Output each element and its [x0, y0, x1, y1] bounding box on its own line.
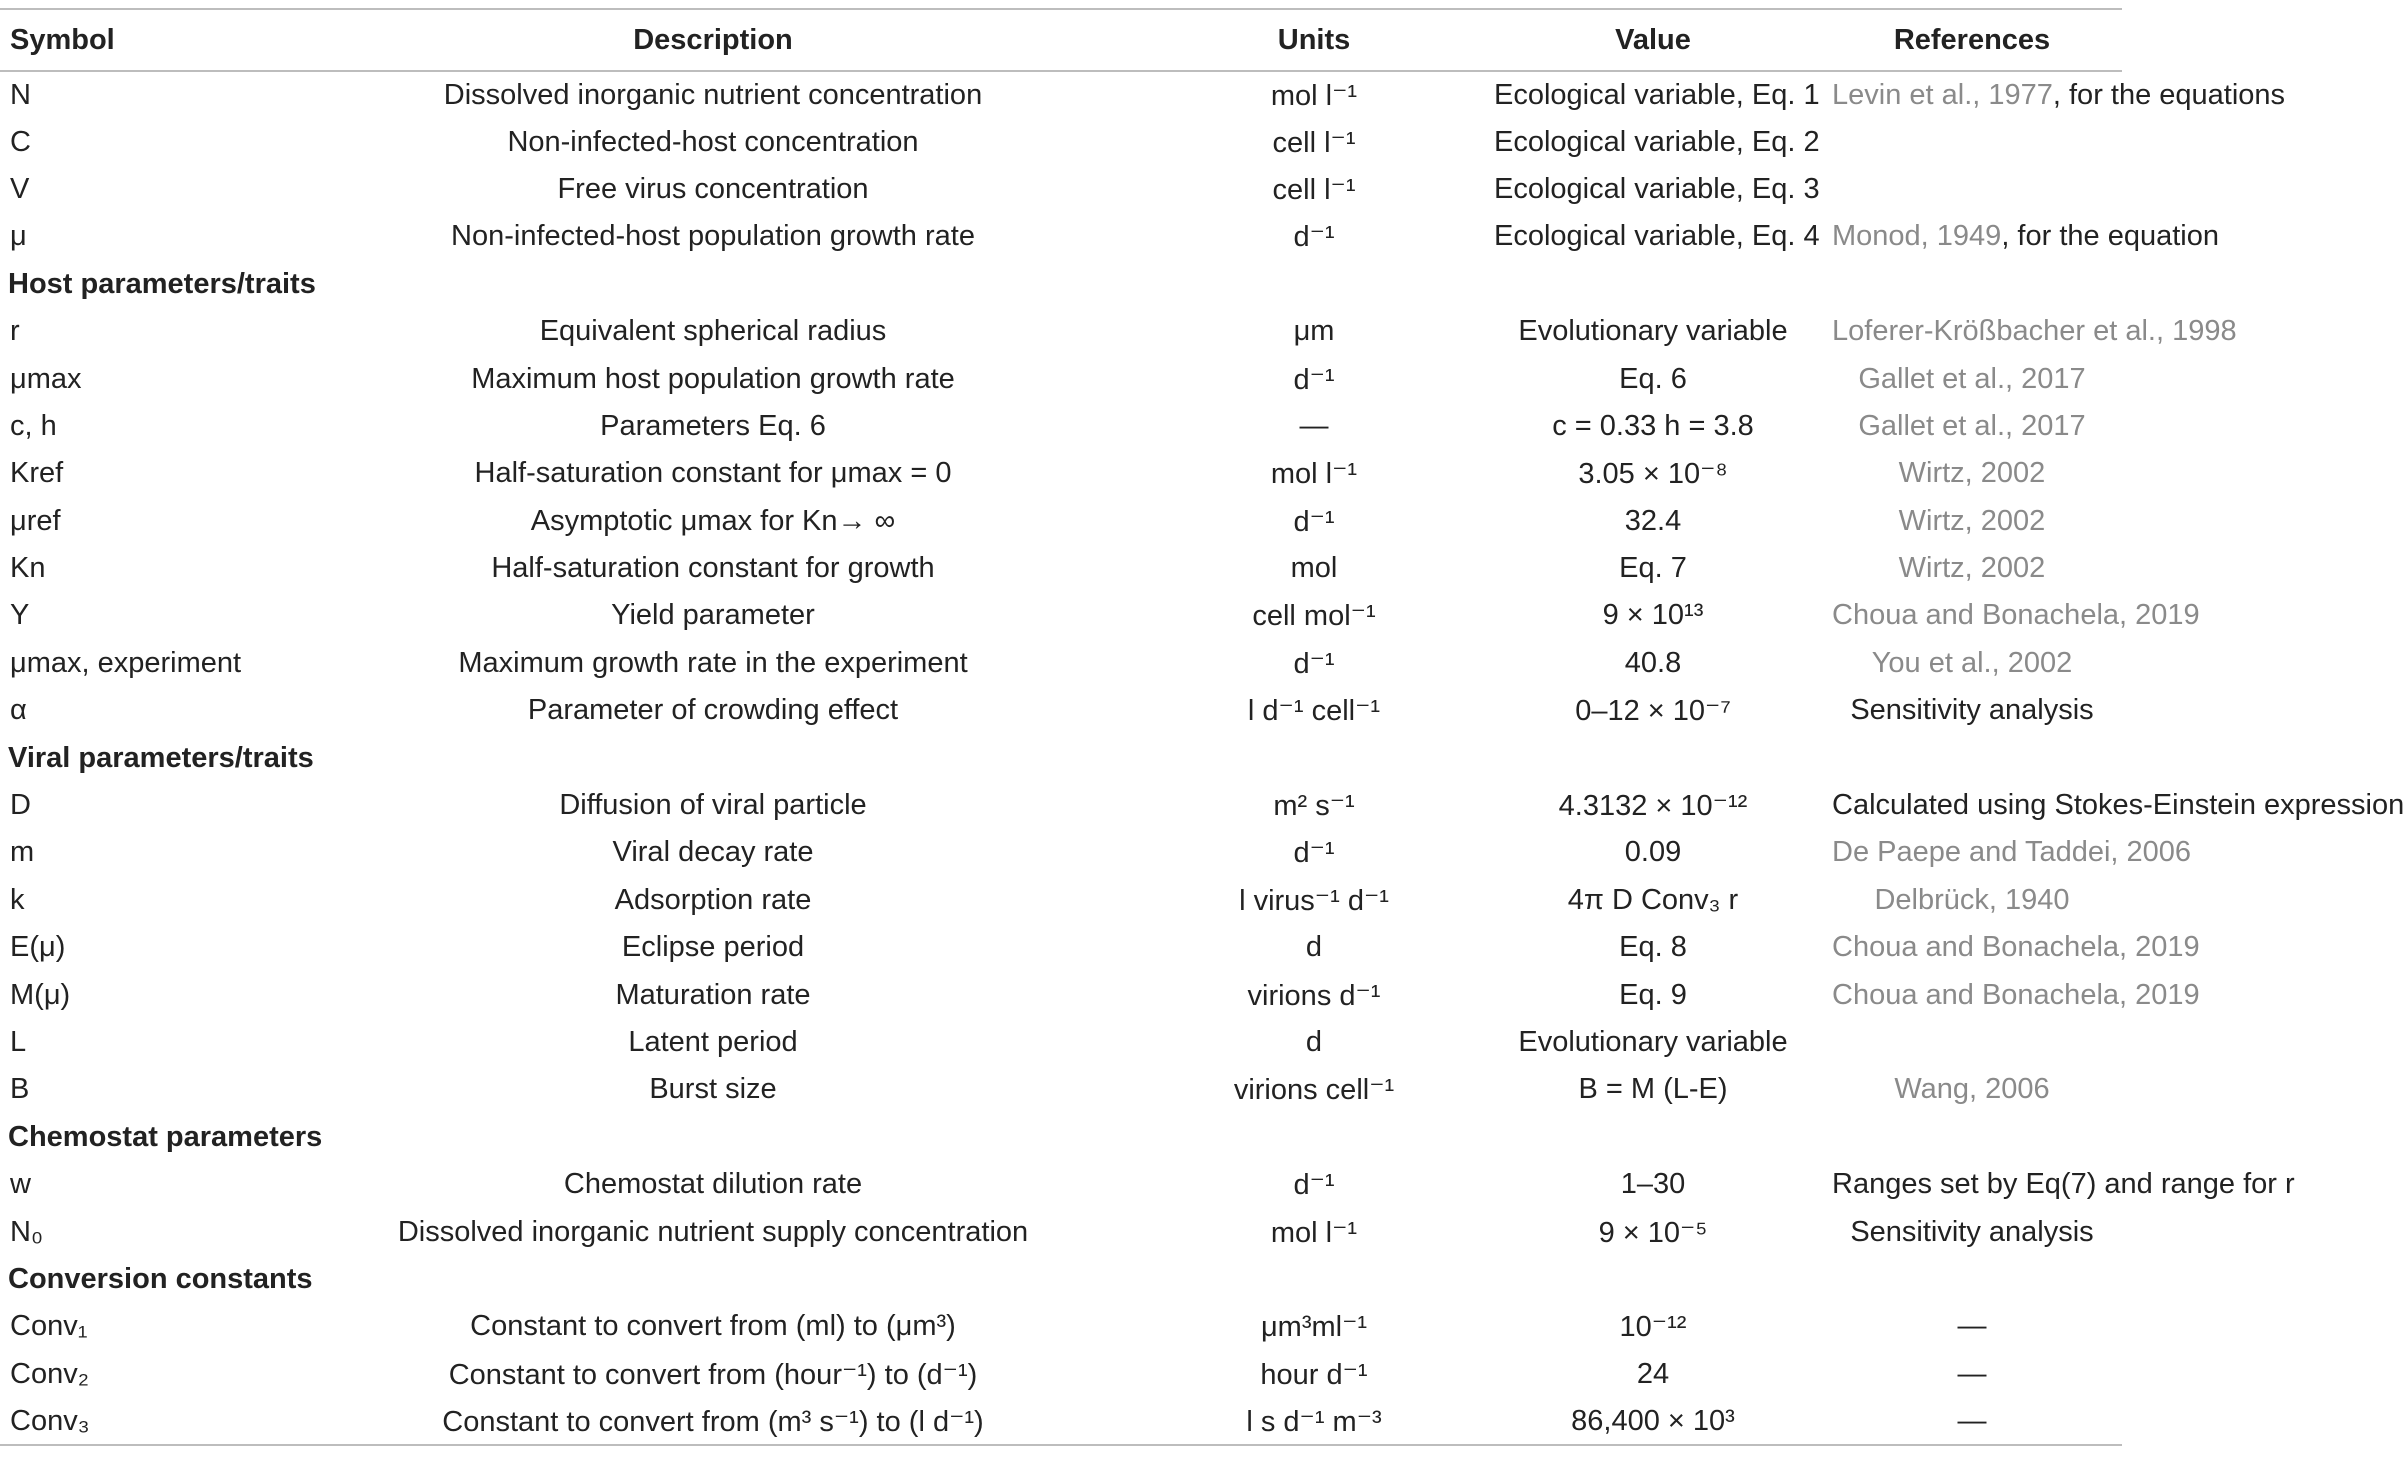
- table-row: [0, 355, 2122, 402]
- value-cell: Ecological variable, Eq. 4: [1494, 220, 1820, 253]
- header-symbol: Symbol: [0, 9, 282, 71]
- table-row: [0, 545, 2122, 592]
- value-cell: 4π D Conv₃ r: [1567, 883, 1739, 916]
- table-row: [0, 1161, 2122, 1208]
- units-cell: d: [1305, 1026, 1323, 1058]
- units-cell: mol l⁻¹: [1270, 1216, 1358, 1249]
- value-cell: Ecological variable, Eq. 3: [1494, 172, 1820, 205]
- symbol-cell: E(μ): [10, 931, 66, 964]
- description-cell: Viral decay rate: [612, 836, 814, 869]
- value-cell: 32.4: [1624, 504, 1682, 537]
- table-row: [0, 118, 2122, 165]
- reference-note: , for the equation: [2001, 220, 2219, 253]
- value-cell: Evolutionary variable: [1518, 315, 1788, 348]
- symbol-cell: μref: [10, 504, 61, 537]
- table-row: [0, 640, 2122, 687]
- description-cell: Non-infected-host population growth rate: [451, 220, 975, 253]
- header-row: [0, 9, 2122, 71]
- description-cell: Latent period: [628, 1026, 798, 1058]
- description-cell: Constant to convert from (ml) to (μm³): [470, 1310, 956, 1343]
- value-cell: 9 × 10¹³: [1602, 599, 1704, 632]
- reference-link[interactable]: Loferer-Krößbacher et al., 1998: [1832, 315, 2237, 348]
- reference-cell: [1822, 213, 2219, 260]
- reference-link[interactable]: You et al., 2002: [1871, 646, 2073, 679]
- description-cell: Adsorption rate: [614, 883, 812, 916]
- symbol-cell: C: [10, 125, 31, 158]
- symbol-cell: N₀: [10, 1215, 43, 1248]
- value-cell: 9 × 10⁻⁵: [1598, 1216, 1708, 1249]
- symbol-cell: L: [10, 1026, 27, 1058]
- section-title: Chemostat parameters: [8, 1120, 323, 1153]
- table-row: [0, 971, 2122, 1018]
- table-row: [0, 308, 2122, 355]
- reference-cell: [1822, 403, 2122, 450]
- symbol-cell: k: [10, 883, 25, 916]
- header-references: References: [1822, 9, 2122, 71]
- description-cell: Half-saturation constant for μmax = 0: [474, 457, 952, 490]
- reference-link[interactable]: Monod, 1949: [1832, 220, 2002, 253]
- units-cell: mol: [1290, 552, 1338, 585]
- section-title: Viral parameters/traits: [8, 741, 314, 774]
- reference-cell: Calculated using Stokes-Einstein expression: [1832, 789, 2404, 822]
- value-cell: 3.05 × 10⁻⁸: [1578, 458, 1728, 491]
- value-cell: Eq. 6: [1619, 362, 1687, 395]
- units-cell: m² s⁻¹: [1273, 790, 1355, 823]
- reference-link[interactable]: Choua and Bonachela, 2019: [1832, 931, 2200, 964]
- symbol-cell: m: [10, 836, 35, 869]
- reference-cell: [1822, 450, 2122, 497]
- description-cell: Maturation rate: [615, 978, 811, 1011]
- units-cell: μm: [1293, 315, 1335, 348]
- units-cell: μm³ml⁻¹: [1260, 1311, 1368, 1344]
- table-row: [0, 829, 2122, 876]
- table-row: [0, 1208, 2122, 1255]
- value-cell: B = M (L-E): [1578, 1073, 1728, 1106]
- reference-link[interactable]: Wang, 2006: [1894, 1073, 2050, 1106]
- description-cell: Maximum host population growth rate: [471, 362, 955, 395]
- value-cell: 1–30: [1620, 1168, 1686, 1201]
- table-row: [0, 1019, 2122, 1066]
- reference-cell: Ranges set by Eq(7) and range for r: [1832, 1168, 2295, 1201]
- description-cell: Non-infected-host concentration: [507, 125, 919, 158]
- table-body: [0, 71, 2404, 1445]
- header-value: Value: [1484, 9, 1822, 71]
- units-cell: virions cell⁻¹: [1233, 1074, 1395, 1107]
- table-row: [0, 1303, 2122, 1350]
- section-header-row: [0, 734, 2122, 781]
- reference-link[interactable]: Gallet et al., 2017: [1858, 409, 2086, 442]
- symbol-cell: Kn: [10, 552, 46, 585]
- reference-link[interactable]: Choua and Bonachela, 2019: [1832, 599, 2200, 632]
- symbol-cell: w: [10, 1168, 31, 1201]
- description-cell: Constant to convert from (hour⁻¹) to (d⁻¹): [448, 1358, 978, 1391]
- reference-cell: [1822, 592, 2200, 639]
- reference-cell: [1822, 829, 2192, 876]
- table-row: [0, 166, 2122, 213]
- table-row: [0, 498, 2122, 545]
- reference-cell: [1822, 545, 2122, 592]
- reference-cell: [1822, 308, 2237, 355]
- value-cell: 86,400 × 10³: [1484, 1398, 1822, 1445]
- reference-cell: [1822, 166, 2122, 213]
- description-cell: Chemostat dilution rate: [563, 1168, 863, 1201]
- symbol-cell: Conv₁: [10, 1310, 88, 1343]
- value-cell: Eq. 8: [1619, 931, 1687, 964]
- units-cell: d⁻¹: [1293, 505, 1335, 538]
- units-cell: d⁻¹: [1293, 1169, 1335, 1202]
- symbol-cell: B: [10, 1073, 30, 1106]
- value-cell: 0–12 × 10⁻⁷: [1575, 695, 1731, 728]
- description-cell: Dissolved inorganic nutrient supply concentration: [397, 1215, 1029, 1248]
- reference-link[interactable]: De Paepe and Taddei, 2006: [1832, 836, 2192, 869]
- reference-cell: —: [1957, 1310, 1987, 1343]
- description-cell: Half-saturation constant for growth: [491, 552, 935, 585]
- table-row: [0, 1398, 2122, 1445]
- reference-cell: [1822, 1019, 2122, 1066]
- header-units: Units: [1144, 9, 1484, 71]
- units-cell: d⁻¹: [1293, 837, 1335, 870]
- value-cell: Evolutionary variable: [1518, 1026, 1788, 1058]
- symbol-cell: Y: [10, 599, 30, 632]
- value-cell: Ecological variable, Eq. 2: [1494, 125, 1820, 158]
- table-row: [0, 877, 2122, 924]
- value-cell: Eq. 7: [1619, 552, 1687, 585]
- reference-cell: [1822, 118, 2122, 165]
- reference-cell: [1822, 877, 2122, 924]
- units-cell: cell mol⁻¹: [1252, 600, 1376, 633]
- value-cell: 0.09: [1624, 836, 1682, 869]
- units-cell: l virus⁻¹ d⁻¹: [1239, 884, 1389, 917]
- symbol-cell: μmax, experiment: [10, 646, 242, 679]
- value-cell: Ecological variable, Eq. 1: [1494, 78, 1820, 111]
- description-cell: Diffusion of viral particle: [559, 789, 867, 822]
- description-cell: Asymptotic μmax for Kn→ ∞: [530, 504, 896, 537]
- table-header: [0, 9, 2122, 71]
- symbol-cell: V: [10, 172, 30, 205]
- reference-cell: —: [1957, 1357, 1987, 1390]
- symbol-cell: Kref: [10, 457, 64, 490]
- value-cell: 24: [1636, 1357, 1670, 1390]
- units-cell: d⁻¹: [1293, 221, 1335, 254]
- reference-cell: [1822, 1066, 2122, 1113]
- symbol-cell: Conv₃: [0, 1398, 282, 1445]
- reference-cell: Sensitivity analysis: [1850, 694, 2094, 727]
- reference-cell: [1822, 355, 2122, 402]
- description-cell: Free virus concentration: [557, 172, 869, 205]
- units-cell: d⁻¹: [1293, 363, 1335, 396]
- symbol-cell: r: [10, 315, 20, 348]
- description-cell: Dissolved inorganic nutrient concentration: [443, 78, 983, 111]
- value-cell: 4.3132 × 10⁻¹²: [1558, 790, 1748, 823]
- units-cell: hour d⁻¹: [1260, 1358, 1368, 1391]
- value-cell: 40.8: [1624, 646, 1682, 679]
- section-header-row: [0, 261, 2122, 308]
- symbol-cell: N: [10, 78, 31, 111]
- reference-cell: [1822, 498, 2122, 545]
- value-cell: Eq. 9: [1619, 978, 1687, 1011]
- table-row: [0, 924, 2122, 971]
- units-cell: d: [1305, 931, 1323, 964]
- value-cell: c = 0.33 h = 3.8: [1552, 409, 1754, 442]
- table-row: [0, 1351, 2122, 1398]
- section-title: Conversion constants: [8, 1262, 313, 1295]
- table-row: [0, 450, 2122, 497]
- description-cell: Burst size: [649, 1073, 777, 1106]
- parameter-table: [0, 8, 2404, 1446]
- symbol-cell: D: [10, 789, 31, 822]
- reference-cell: [1822, 924, 2200, 971]
- table-row: [0, 782, 2122, 829]
- reference-link[interactable]: Gallet et al., 2017: [1858, 362, 2086, 395]
- symbol-cell: Conv₂: [10, 1357, 89, 1390]
- units-cell: mol l⁻¹: [1270, 79, 1358, 112]
- description-cell: Equivalent spherical radius: [539, 315, 887, 348]
- reference-cell: —: [1822, 1398, 2122, 1445]
- table-row: [0, 403, 2122, 450]
- units-cell: d⁻¹: [1293, 647, 1335, 680]
- description-cell: Eclipse period: [621, 931, 805, 964]
- units-cell: l d⁻¹ cell⁻¹: [1247, 695, 1381, 728]
- header-description: Description: [282, 9, 1144, 71]
- description-cell: Parameters Eq. 6: [600, 409, 826, 442]
- symbol-cell: μ: [10, 220, 27, 253]
- description-cell: Constant to convert from (m³ s⁻¹) to (l d⁻¹): [282, 1398, 1144, 1445]
- units-cell: l s d⁻¹ m⁻³: [1144, 1398, 1484, 1445]
- reference-cell: [1822, 640, 2122, 687]
- units-cell: virions d⁻¹: [1247, 979, 1381, 1012]
- section-header-row: [0, 1114, 2122, 1161]
- table-row: [0, 71, 2122, 118]
- reference-link[interactable]: Delbrück, 1940: [1874, 883, 2070, 916]
- value-cell: 10⁻¹²: [1619, 1311, 1687, 1344]
- table-row: [0, 1066, 2122, 1113]
- units-cell: cell l⁻¹: [1272, 126, 1356, 159]
- reference-cell: [1822, 971, 2200, 1018]
- reference-link[interactable]: Wirtz, 2002: [1898, 457, 2046, 490]
- reference-link[interactable]: Choua and Bonachela, 2019: [1832, 978, 2200, 1011]
- units-cell: mol l⁻¹: [1270, 458, 1358, 491]
- section-title: Host parameters/traits: [8, 267, 316, 300]
- symbol-cell: c, h: [10, 409, 57, 442]
- symbol-cell: μmax: [10, 362, 82, 395]
- reference-cell: Sensitivity analysis: [1850, 1215, 2094, 1248]
- description-cell: Parameter of crowding effect: [527, 694, 899, 727]
- reference-cell: [1822, 71, 2286, 118]
- units-cell: cell l⁻¹: [1272, 173, 1356, 206]
- units-cell: —: [1299, 409, 1329, 442]
- reference-note: , for the equations: [2052, 78, 2286, 111]
- description-cell: Maximum growth rate in the experiment: [458, 646, 968, 679]
- reference-link[interactable]: Wirtz, 2002: [1898, 552, 2046, 585]
- symbol-cell: α: [10, 694, 27, 727]
- table-row: [0, 592, 2122, 639]
- section-header-row: [0, 1256, 2122, 1303]
- table-row: [0, 213, 2122, 260]
- reference-link[interactable]: Levin et al., 1977: [1832, 78, 2053, 111]
- symbol-cell: M(μ): [10, 978, 71, 1011]
- table-row: [0, 687, 2122, 734]
- reference-link[interactable]: Wirtz, 2002: [1898, 504, 2046, 537]
- description-cell: Yield parameter: [611, 599, 815, 632]
